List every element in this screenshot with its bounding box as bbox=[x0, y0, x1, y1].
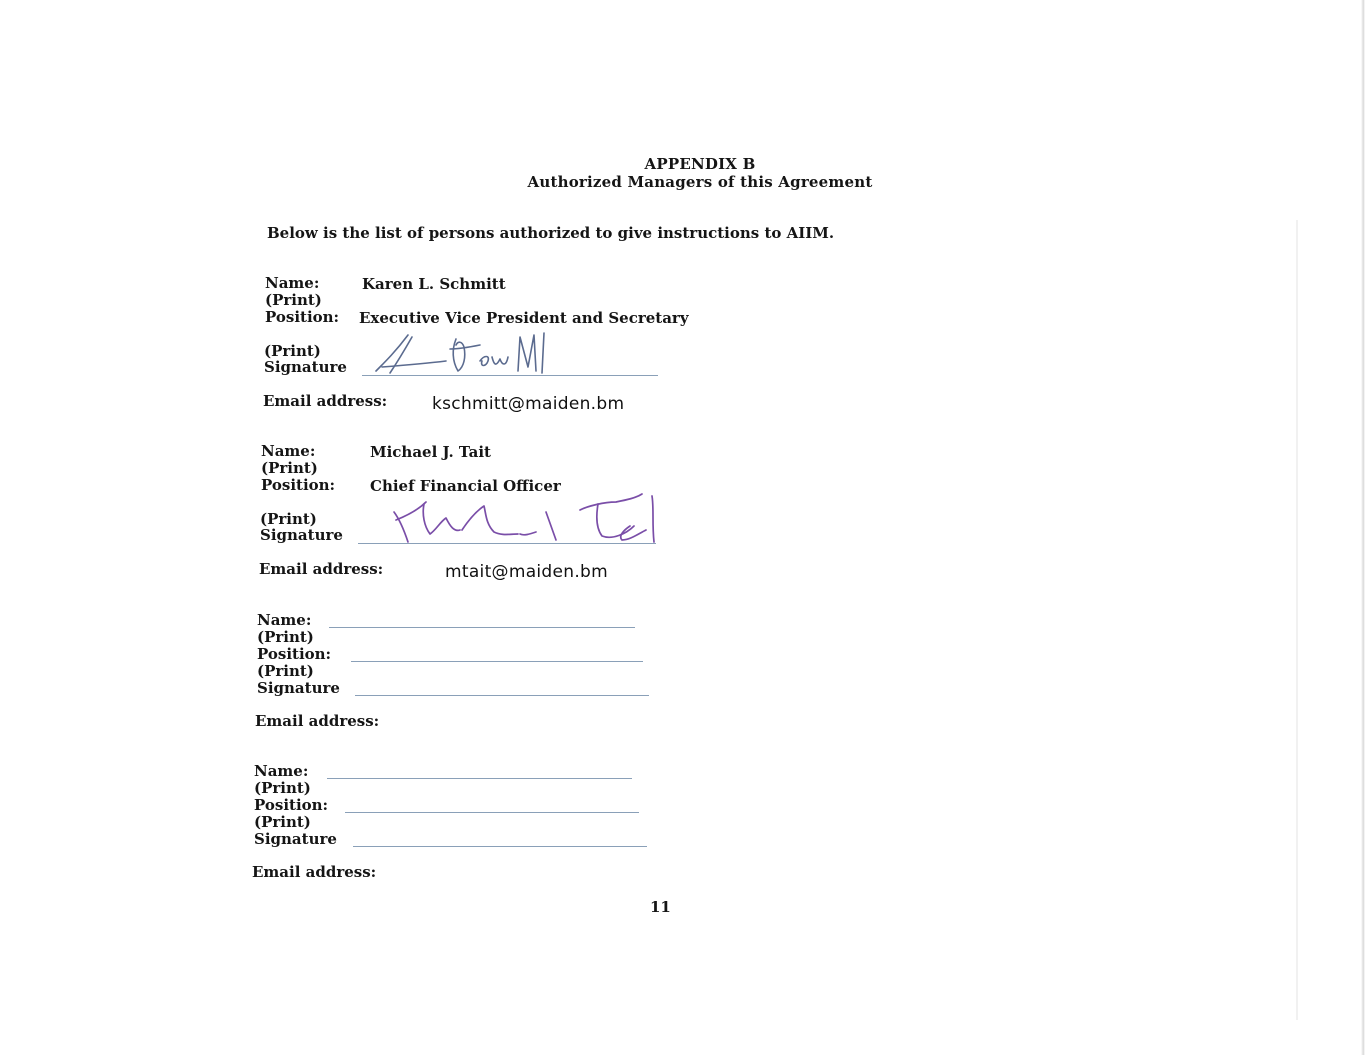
print-label: (Print) bbox=[264, 342, 321, 360]
position-label: Position: bbox=[261, 476, 336, 494]
signature-label: Signature bbox=[260, 526, 343, 544]
print-label: (Print) bbox=[257, 662, 314, 680]
print-label: (Print) bbox=[257, 628, 314, 646]
name-label: Name: bbox=[265, 274, 320, 292]
email-label: Email address: bbox=[259, 560, 384, 578]
manager-email: kschmitt@maiden.bm bbox=[432, 394, 625, 414]
print-label: (Print) bbox=[254, 813, 311, 831]
signature-label: Signature bbox=[264, 358, 347, 376]
print-label: (Print) bbox=[260, 510, 317, 528]
position-label: Position: bbox=[254, 796, 329, 814]
scan-edge bbox=[1361, 0, 1365, 1055]
manager-email: mtait@maiden.bm bbox=[445, 562, 609, 582]
name-label: Name: bbox=[254, 762, 309, 780]
manager-position: Chief Financial Officer bbox=[370, 477, 561, 495]
signature-label: Signature bbox=[254, 830, 337, 848]
signature-karen-schmitt bbox=[368, 327, 568, 379]
page-number: 11 bbox=[650, 898, 671, 916]
name-line bbox=[327, 778, 632, 779]
print-label: (Print) bbox=[254, 779, 311, 797]
position-label: Position: bbox=[257, 645, 332, 663]
email-label: Email address: bbox=[255, 712, 380, 730]
manager-name: Karen L. Schmitt bbox=[362, 275, 506, 293]
manager-name: Michael J. Tait bbox=[370, 443, 491, 461]
name-line bbox=[329, 627, 635, 628]
signature-line bbox=[353, 846, 647, 847]
name-label: Name: bbox=[261, 442, 316, 460]
position-label: Position: bbox=[265, 308, 340, 326]
email-label: Email address: bbox=[252, 863, 377, 881]
signature-label: Signature bbox=[257, 679, 340, 697]
signature-michael-tait bbox=[390, 490, 662, 548]
position-line bbox=[351, 661, 643, 662]
name-label: Name: bbox=[257, 611, 312, 629]
position-line bbox=[345, 812, 639, 813]
manager-position: Executive Vice President and Secretary bbox=[359, 309, 689, 327]
intro-text: Below is the list of persons authorized to give instructions to AIIM. bbox=[267, 224, 835, 242]
signature-line bbox=[355, 695, 649, 696]
print-label: (Print) bbox=[261, 459, 318, 477]
email-label: Email address: bbox=[263, 392, 388, 410]
appendix-heading: APPENDIX B bbox=[644, 155, 756, 173]
scan-shadow bbox=[1296, 220, 1298, 1020]
appendix-subheading: Authorized Managers of this Agreement bbox=[527, 173, 873, 191]
print-label: (Print) bbox=[265, 291, 322, 309]
